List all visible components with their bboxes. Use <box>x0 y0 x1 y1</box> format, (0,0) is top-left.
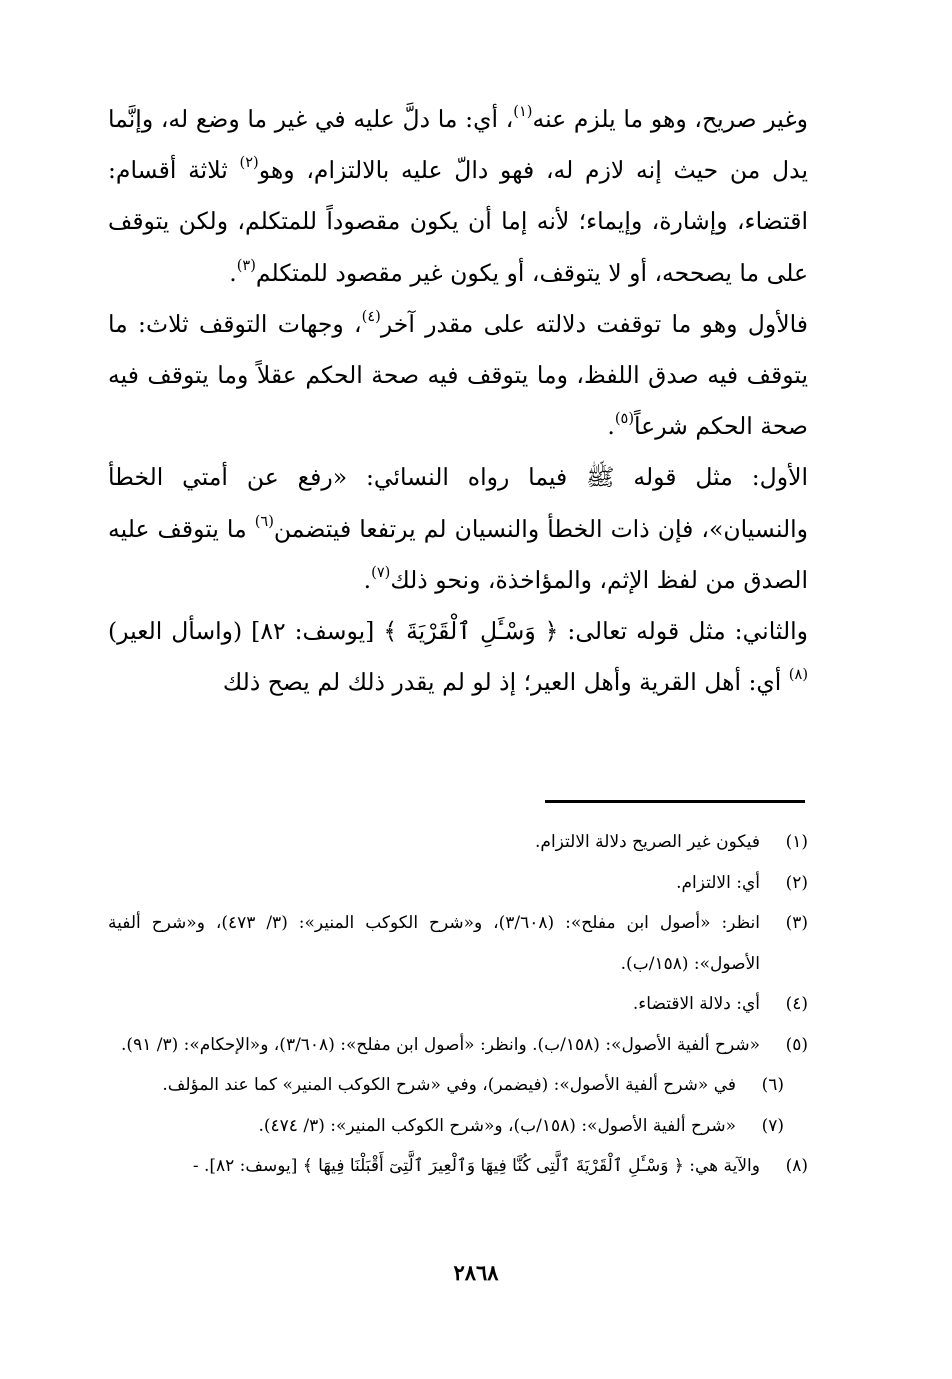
footnote-text: «شرح ألفية الأصول»: (١٥٨/ب)، و«شرح الكوكب المنير»: (٣/ ٤٧٤). <box>258 1115 736 1136</box>
footnote-divider <box>545 800 805 803</box>
main-text <box>108 94 808 708</box>
footnote-text: في «شرح ألفية الأصول»: (فيضمر)، وفي «شرح الكوكب المنير» كما عند المؤلف. <box>162 1075 736 1095</box>
footnote-4 <box>108 984 808 1025</box>
footnote-text: أي: دلالة الاقتضاء. <box>632 994 760 1014</box>
text-run: . <box>229 258 237 287</box>
text-run: . <box>607 412 615 441</box>
footnote-number: (٤) <box>785 994 808 1014</box>
paragraph-2 <box>108 299 808 453</box>
text-run: . <box>363 565 372 594</box>
footnote-text: والآية هي: ﴿ وَسْـَٔلِ ٱلْقَرْيَةَ ٱلَّتِى كُنَّا فِيهَا وَٱلْعِيرَ ٱلَّتِىٓ أَقْبَلْنَا فِيهَا ﴾ [يوسف: ٨٢]. - <box>192 1156 760 1176</box>
footnote-text: فيكون غير الصريح دلالة الالتزام. <box>535 832 760 852</box>
text-run: ثلاثة أقسام: اقتضاء، وإشارة، وإيماء؛ لأنه إما أن يكون مقصوداً للمتكلم، ولكن يتوقف على ما يصححه، أو لا يتوقف، أو يكون غير مقصود للمتكلم <box>108 156 808 287</box>
footnote-7 <box>108 1106 784 1147</box>
footnote-number: (٢) <box>785 872 808 893</box>
paragraph-4 <box>108 606 808 708</box>
text-run: وغير صريح، وهو ما يلزم عنه <box>532 105 808 133</box>
text-run: أي: أهل القرية وأهل العير؛ إذ لو لم يقدر ذلك لم يصح ذلك <box>222 668 789 697</box>
text-run: ، أي: ما دلَّ عليه في غير ما وضع له، وإنَّما يدل من حيث إنه لازم له، فهو دالّ عليه بالالتزام، وهو <box>108 105 809 185</box>
footnote-text: انظر: «أصول ابن مفلح»: (٣/٦٠٨)، و«شرح الكوكب المنير»: (٣/ ٤٧٣)، و«شرح ألفية الأصول»: (١٥٨/ب). <box>108 913 760 974</box>
footnote-ref-3[interactable]: (٣) <box>236 256 256 274</box>
footnote-number: (٣) <box>785 913 808 933</box>
text-run: [يوسف: ٨٢] (واسأل العير) <box>108 617 384 646</box>
quran-verse: ﴿ وَسْـَٔلِ ٱلْقَرْيَةَ ﴾ <box>383 617 559 646</box>
footnotes-section <box>108 822 808 1187</box>
footnote-number: (٧) <box>761 1115 784 1136</box>
footnote-6 <box>108 1065 784 1106</box>
page-number: ٢٨٦٨ <box>453 1260 499 1285</box>
footnote-8 <box>108 1146 808 1187</box>
footnote-ref-4[interactable]: (٤) <box>361 307 381 325</box>
footnote-5 <box>108 1025 808 1066</box>
footnote-ref-6[interactable]: (٦) <box>254 512 274 530</box>
footnote-number: (٦) <box>761 1075 784 1095</box>
text-run: ، وجهات التوقف ثلاث: ما يتوقف فيه صدق اللفظ، وما يتوقف فيه صحة الحكم عقلاً وما يتوقف فيه صحة الحكم شرعاً <box>108 309 808 441</box>
footnote-ref-1[interactable]: (١) <box>513 103 533 121</box>
text-run: الأول: مثل قوله ﷺ فيما رواه النسائي: «رفع عن أمتي الخطأ والنسيان»، فإن ذات الخطأ والنسيان لم يرتفعا فيتضمن <box>108 463 808 543</box>
footnote-2 <box>108 863 808 904</box>
footnote-ref-2[interactable]: (٢) <box>239 154 259 172</box>
footnote-3 <box>108 903 808 984</box>
footnote-text: أي: الالتزام. <box>676 872 760 893</box>
footnote-ref-8[interactable]: (٨) <box>788 666 808 684</box>
paragraph-1 <box>108 94 808 299</box>
paragraph-3 <box>108 452 808 606</box>
text-run: والثاني: مثل قوله تعالى: <box>558 617 808 646</box>
footnote-number: (١) <box>785 832 808 852</box>
footnote-number: (٥) <box>785 1034 808 1055</box>
footnote-text: «شرح ألفية الأصول»: (١٥٨/ب). وانظر: «أصول ابن مفلح»: (٣/٦٠٨)، و«الإحكام»: (٣/ ٩١). <box>121 1034 760 1055</box>
footnote-ref-5[interactable]: (٥) <box>614 410 635 428</box>
text-run: ما يتوقف عليه الصدق من لفظ الإثم، والمؤاخذة، ونحو ذلك <box>108 514 808 594</box>
text-run: فالأول وهو ما توقفت دلالته على مقدر آخر <box>380 309 808 338</box>
footnote-1 <box>108 822 808 863</box>
footnote-number: (٨) <box>785 1156 808 1176</box>
footnote-ref-7[interactable]: (٧) <box>371 563 391 581</box>
